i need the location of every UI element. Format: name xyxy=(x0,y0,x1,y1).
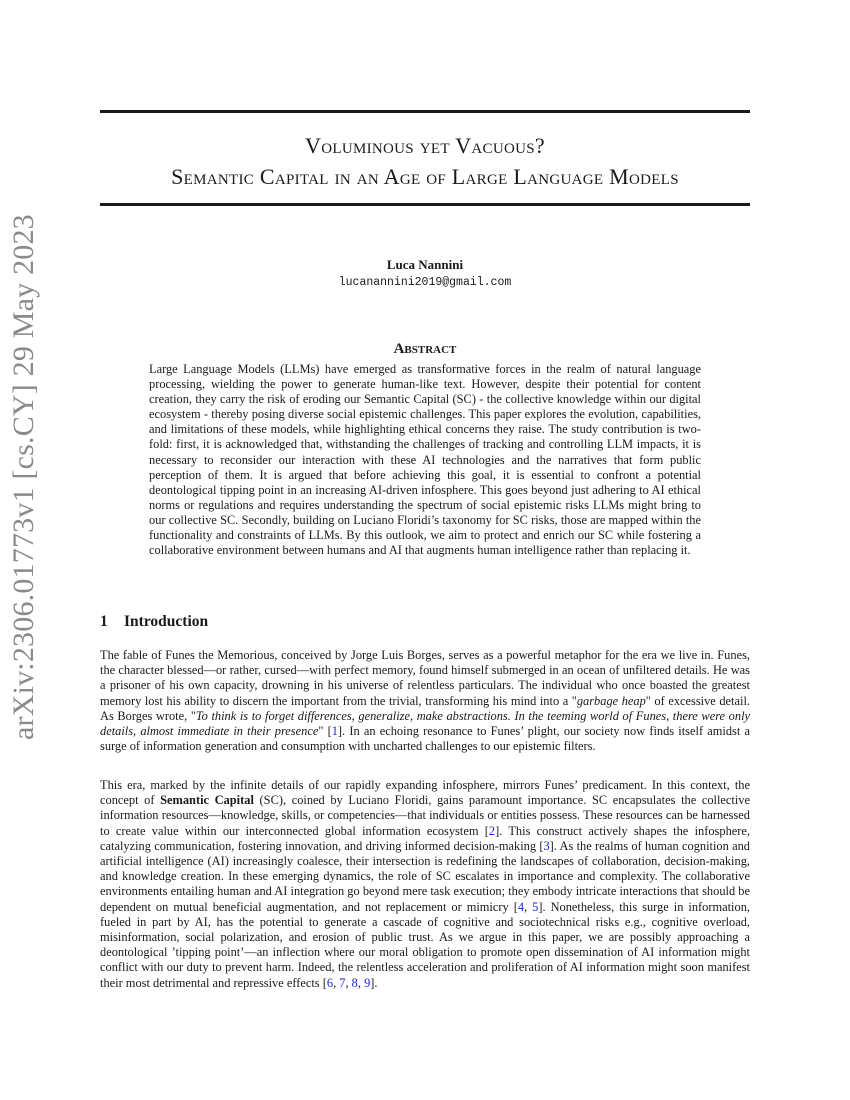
abstract-heading: Abstract xyxy=(393,341,457,357)
citation-link-5[interactable]: 5 xyxy=(532,899,539,914)
intro-paragraph-2 xyxy=(100,778,750,991)
citation-link-4[interactable]: 4 xyxy=(517,899,525,914)
p2-text-6: ]. xyxy=(370,975,378,990)
author-email[interactable]: lucanannini2019@gmail.com xyxy=(338,276,512,289)
citation-link-3[interactable]: 3 xyxy=(543,838,550,853)
title-bottom-rule xyxy=(100,203,750,206)
section-number: 1 xyxy=(100,613,108,630)
citation-separator: , xyxy=(357,975,365,990)
intro-paragraph-1 xyxy=(100,648,750,754)
citation-link-9[interactable]: 9 xyxy=(364,975,371,990)
p1-text-2: " of excessive detail. As Borges wrote, " xyxy=(100,693,750,723)
p1-text-1: The fable of Funes the Memorious, conceived by Jorge Luis Borges, serves as a powerful metaphor for the era we live in. Funes, the character blessed—or rather, cursed—with perfect memory, found himself submerged in an ocean of unfiltered details. He was a prisoner of his own capacity, drowning in his universe of relentless particulars. The individual who once boasted the greatest memory lost his ability to discern the important from the trivial, transforming his mind into a " xyxy=(100,648,750,708)
citation-separator: , xyxy=(524,899,533,914)
title-line-1: Voluminous yet Vacuous? xyxy=(305,133,545,158)
term-semantic-capital: Semantic Capital xyxy=(160,793,254,808)
p1-text-3: " [ xyxy=(318,724,332,739)
title-line-2: Semantic Capital in an Age of Large Language Models xyxy=(171,164,679,189)
arxiv-identifier-stamp: arXiv:2306.01773v1 [cs.CY] 29 May 2023 xyxy=(7,214,40,740)
citation-separator: , xyxy=(345,975,352,990)
abstract-text: Large Language Models (LLMs) have emerged as transformative forces in the realm of natural language processing, wielding the power to generate human-like text. However, despite their potential for content creation, they carry the risk of eroding our Semantic Capital (SC) - the collective knowledge within our digital ecosystem - thereby posing diverse social epistemic challenges. This paper explores the evolution, capabilities, and limitations of these models, while highlighting ethical concerns they raise. The study contribution is two-fold: first, it is acknowledged that, withstanding the challenges of tracking and controlling LLM impacts, it is necessary to reconsider our interaction with these AI technologies and the narratives that form public perception of them. It is argued that before achieving this goal, it is essential to confront a potential deontological tipping point in an increasing AI-driven infosphere. This goes beyond just adhering to AI ethical norms or regulations and requires understanding the spectrum of social epistemic risks LLMs might bring to our collective SC. Secondly, building on Luciano Floridi’s taxonomy for SC risks, those are mapped within the functionality and constraints of LLMs. By this outlook, we aim to protect and enrich our SC while fostering a collaborative environment between humans and AI that augments human intelligence rather than replacing it. xyxy=(149,362,701,558)
citation-link-6[interactable]: 6 xyxy=(326,975,334,990)
p2-text-5: ]. Nonetheless, this surge in information, fueled in part by AI, has the potential to generate a cascade of cognitive and sociotechnical risks e.g., cognitive overload, misinformation, social polarization, and erosion of public trust. As we argue in this paper, we are possibly approaching a deontological ’tipping point’—an inflection where our moral obligation to promote open dissemination of AI information might conflict with our duty to prevent harm. Indeed, the relentless acceleration and proliferation of AI information might soon manifest their most detrimental and repressive effects [ xyxy=(100,899,750,990)
p2-text-4: ]. As the realms of human cognition and artificial intelligence (AI) increasingly coalesce, their intersection is redefining the landscapes of collaboration, decision-making, and knowledge creation. In these emerging dynamics, the role of SC escalates in importance and complexity. The collaborative environments entailing human and AI integration go beyond mere task execution; they embody intricate interactions that should be dependent on mutual beneficial augmentation, and not replacement or mimicry [ xyxy=(100,838,750,914)
p1-borges-quote: To think is to forget differences, generalize, make abstractions. In the teeming world of Funes, there were only details, almost immediate in their presence xyxy=(100,708,751,739)
author-name: Luca Nannini xyxy=(386,257,464,272)
p1-text-4: ]. In an echoing resonance to Funes’ plight, our society now finds itself amidst a surge of information generation and consumption with uncharted challenges to our epistemic filters. xyxy=(100,724,750,754)
author-block xyxy=(100,257,750,291)
citation-link-8[interactable]: 8 xyxy=(351,975,358,990)
citation-link-1[interactable]: 1 xyxy=(331,724,338,739)
citation-link-7[interactable]: 7 xyxy=(339,975,346,990)
citation-separator: , xyxy=(333,975,340,990)
section-heading-introduction xyxy=(100,612,750,632)
citation-link-2[interactable]: 2 xyxy=(488,823,496,838)
paper-title xyxy=(100,130,750,192)
p1-quote-garbage-heap: garbage heap xyxy=(576,693,646,708)
section-title: Introduction xyxy=(124,613,209,630)
title-top-rule xyxy=(100,110,750,113)
p2-text-2: (SC), coined by Luciano Floridi, gains paramount importance. SC encapsulates the collective information resources—knowledge, skills, or competencies—that individuals or entities possess. These resources can be harnessed to create value within our interconnected global information ecosystem [ xyxy=(100,793,751,838)
p2-text-3: ]. This construct actively shapes the infosphere, catalyzing communication, fostering innovation, and driving informed decision-making [ xyxy=(100,823,750,853)
p2-text-1: This era, marked by the infinite details of our rapidly expanding infosphere, mirrors Funes’ predicament. In this context, the concept of xyxy=(100,778,750,808)
